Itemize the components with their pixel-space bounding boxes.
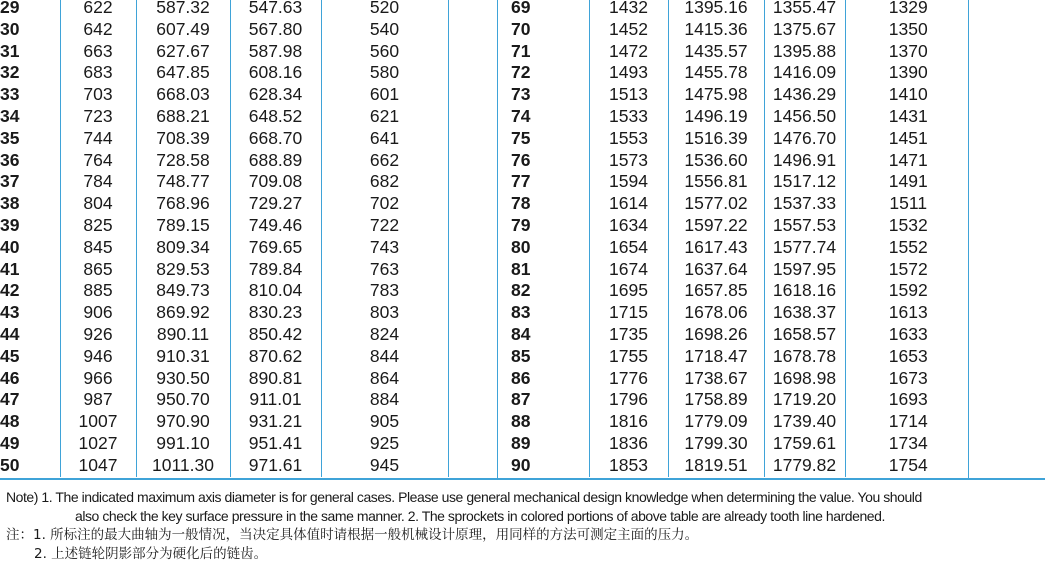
value-cell: 1653 <box>845 346 971 368</box>
value-cell: 723 <box>60 106 136 128</box>
value-cell: 885 <box>60 280 136 302</box>
tooth-count-cell: 87 <box>511 389 531 410</box>
table-row <box>511 19 971 41</box>
tooth-count-cell: 73 <box>511 84 531 105</box>
tooth-count-cell: 29 <box>0 0 20 17</box>
value-cell: 1532 <box>845 215 971 237</box>
value-cell: 1436.29 <box>764 84 845 106</box>
tooth-count-cell: 83 <box>511 302 531 323</box>
tooth-count-cell: 37 <box>0 171 20 192</box>
value-cell: 1472 <box>589 41 668 63</box>
value-cell: 1410 <box>845 84 971 106</box>
tooth-count-cell: 86 <box>511 367 531 388</box>
value-cell: 1556.81 <box>668 171 764 193</box>
value-cell: 910.31 <box>136 346 230 368</box>
empty-cell <box>448 411 468 433</box>
value-cell: 830.23 <box>230 302 321 324</box>
value-cell: 749.46 <box>230 215 321 237</box>
value-cell: 1634 <box>589 215 668 237</box>
value-cell: 1536.60 <box>668 150 764 172</box>
value-cell: 580 <box>321 62 448 84</box>
tooth-count-cell: 34 <box>0 105 20 126</box>
value-cell: 607.49 <box>136 19 230 41</box>
value-cell: 970.90 <box>136 411 230 433</box>
empty-cell <box>448 368 468 390</box>
value-cell: 1617.43 <box>668 237 764 259</box>
value-cell: 809.34 <box>136 237 230 259</box>
table-row <box>0 368 468 390</box>
value-cell: 930.50 <box>136 368 230 390</box>
tooth-count-cell: 44 <box>0 323 20 344</box>
value-cell: 1719.20 <box>764 389 845 411</box>
table-row <box>0 19 468 41</box>
value-cell: 1698.26 <box>668 324 764 346</box>
table-row <box>0 411 468 433</box>
tooth-count-cell: 82 <box>511 280 531 301</box>
value-cell: 540 <box>321 19 448 41</box>
value-cell: 971.61 <box>230 455 321 477</box>
value-cell: 1553 <box>589 128 668 150</box>
note-chinese-line-1: 注：1. 所标注的最大曲轴为一般情况，当决定具体值时请根据一般机械设计原理，用同样的方法可测定主面的压力。 <box>6 527 699 543</box>
value-cell: 1329 <box>845 0 971 19</box>
value-cell: 608.16 <box>230 62 321 84</box>
value-cell: 804 <box>60 193 136 215</box>
table-row <box>0 455 468 477</box>
value-cell: 1007 <box>60 411 136 433</box>
value-cell: 884 <box>321 389 448 411</box>
empty-cell <box>448 84 468 106</box>
tooth-count-cell: 39 <box>0 214 20 235</box>
tooth-count-cell: 45 <box>0 345 20 366</box>
value-cell: 865 <box>60 259 136 281</box>
value-cell: 906 <box>60 302 136 324</box>
table-row <box>511 215 971 237</box>
value-cell: 1455.78 <box>668 62 764 84</box>
value-cell: 768.96 <box>136 193 230 215</box>
table-row <box>511 150 971 172</box>
value-cell: 1435.57 <box>668 41 764 63</box>
table-row <box>0 0 468 19</box>
value-cell: 628.34 <box>230 84 321 106</box>
value-cell: 864 <box>321 368 448 390</box>
table-row <box>0 324 468 346</box>
value-cell: 784 <box>60 171 136 193</box>
value-cell: 663 <box>60 41 136 63</box>
value-cell: 966 <box>60 368 136 390</box>
table-row <box>511 41 971 63</box>
left-dimension-table <box>0 0 468 477</box>
value-cell: 682 <box>321 171 448 193</box>
value-cell: 803 <box>321 302 448 324</box>
value-cell: 789.15 <box>136 215 230 237</box>
value-cell: 1618.16 <box>764 280 845 302</box>
table-row <box>511 368 971 390</box>
empty-cell <box>448 389 468 411</box>
value-cell: 1715 <box>589 302 668 324</box>
table-row <box>511 389 971 411</box>
tooth-count-cell: 74 <box>511 105 531 126</box>
value-cell: 648.52 <box>230 106 321 128</box>
value-cell: 950.70 <box>136 389 230 411</box>
tooth-count-cell: 48 <box>0 411 20 432</box>
value-cell: 1735 <box>589 324 668 346</box>
value-cell: 1375.67 <box>764 19 845 41</box>
value-cell: 688.21 <box>136 106 230 128</box>
value-cell: 683 <box>60 62 136 84</box>
value-cell: 1658.57 <box>764 324 845 346</box>
value-cell: 1513 <box>589 84 668 106</box>
value-cell: 870.62 <box>230 346 321 368</box>
tooth-count-cell: 84 <box>511 323 531 344</box>
empty-cell <box>448 280 468 302</box>
value-cell: 783 <box>321 280 448 302</box>
empty-cell <box>448 171 468 193</box>
column-divider <box>497 0 498 478</box>
value-cell: 1452 <box>589 19 668 41</box>
value-cell: 1678.78 <box>764 346 845 368</box>
table-row <box>511 84 971 106</box>
value-cell: 1577.74 <box>764 237 845 259</box>
value-cell: 1796 <box>589 389 668 411</box>
table-row <box>0 433 468 455</box>
value-cell: 1516.39 <box>668 128 764 150</box>
tooth-count-cell: 31 <box>0 40 20 61</box>
table-row <box>0 106 468 128</box>
table-row <box>0 215 468 237</box>
tooth-count-cell: 90 <box>511 454 531 475</box>
table-row <box>511 455 971 477</box>
tooth-count-cell: 36 <box>0 149 20 170</box>
value-cell: 1637.64 <box>668 259 764 281</box>
tooth-count-cell: 88 <box>511 411 531 432</box>
value-cell: 849.73 <box>136 280 230 302</box>
value-cell: 709.08 <box>230 171 321 193</box>
value-cell: 1718.47 <box>668 346 764 368</box>
right-table-body <box>511 0 971 477</box>
table-row <box>511 128 971 150</box>
value-cell: 1674 <box>589 259 668 281</box>
value-cell: 1431 <box>845 106 971 128</box>
table-bottom-rule <box>0 478 1045 480</box>
value-cell: 560 <box>321 41 448 63</box>
value-cell: 1594 <box>589 171 668 193</box>
value-cell: 1614 <box>589 193 668 215</box>
tooth-count-cell: 75 <box>511 127 531 148</box>
value-cell: 769.65 <box>230 237 321 259</box>
note-english-line-2: also check the key surface pressure in the same manner. 2. The sprockets in colored portions of above table are already tooth line hardened. <box>75 508 885 524</box>
tooth-count-cell: 81 <box>511 258 531 279</box>
value-cell: 763 <box>321 259 448 281</box>
tooth-count-cell: 50 <box>0 454 20 475</box>
value-cell: 1613 <box>845 302 971 324</box>
value-cell: 1493 <box>589 62 668 84</box>
value-cell: 1738.67 <box>668 368 764 390</box>
value-cell: 668.70 <box>230 128 321 150</box>
table-row <box>511 433 971 455</box>
value-cell: 1395.88 <box>764 41 845 63</box>
value-cell: 708.39 <box>136 128 230 150</box>
value-cell: 946 <box>60 346 136 368</box>
table-row <box>0 346 468 368</box>
tooth-count-cell: 30 <box>0 18 20 39</box>
value-cell: 987 <box>60 389 136 411</box>
note-english-line-1: Note) 1. The indicated maximum axis diameter is for general cases. Please use general mechanical design knowledge when determining the value. You should <box>6 489 922 505</box>
value-cell: 829.53 <box>136 259 230 281</box>
value-cell: 1537.33 <box>764 193 845 215</box>
table-row <box>511 346 971 368</box>
value-cell: 824 <box>321 324 448 346</box>
value-cell: 1415.36 <box>668 19 764 41</box>
empty-cell <box>448 302 468 324</box>
table-row <box>0 280 468 302</box>
tooth-count-cell: 33 <box>0 84 20 105</box>
tooth-count-cell: 70 <box>511 18 531 39</box>
table-row <box>511 302 971 324</box>
value-cell: 810.04 <box>230 280 321 302</box>
value-cell: 1476.70 <box>764 128 845 150</box>
value-cell: 1836 <box>589 433 668 455</box>
value-cell: 627.67 <box>136 41 230 63</box>
value-cell: 601 <box>321 84 448 106</box>
empty-cell <box>448 41 468 63</box>
tooth-count-cell: 46 <box>0 367 20 388</box>
table-row <box>0 150 468 172</box>
value-cell: 641 <box>321 128 448 150</box>
value-cell: 1592 <box>845 280 971 302</box>
value-cell: 925 <box>321 433 448 455</box>
tooth-count-cell: 85 <box>511 345 531 366</box>
value-cell: 743 <box>321 237 448 259</box>
value-cell: 890.11 <box>136 324 230 346</box>
note-chinese-line-2: 2. 上述链轮阴影部分为硬化后的链齿。 <box>34 546 268 562</box>
value-cell: 1511 <box>845 193 971 215</box>
value-cell: 1456.50 <box>764 106 845 128</box>
table-row <box>0 259 468 281</box>
value-cell: 1714 <box>845 411 971 433</box>
value-cell: 1471 <box>845 150 971 172</box>
tooth-count-cell: 40 <box>0 236 20 257</box>
value-cell: 789.84 <box>230 259 321 281</box>
value-cell: 729.27 <box>230 193 321 215</box>
tooth-count-cell: 47 <box>0 389 20 410</box>
table-row <box>0 193 468 215</box>
value-cell: 703 <box>60 84 136 106</box>
value-cell: 1572 <box>845 259 971 281</box>
value-cell: 1695 <box>589 280 668 302</box>
table-row <box>0 237 468 259</box>
empty-cell <box>448 324 468 346</box>
value-cell: 1853 <box>589 455 668 477</box>
tooth-count-cell: 77 <box>511 171 531 192</box>
table-row <box>511 0 971 19</box>
value-cell: 945 <box>321 455 448 477</box>
value-cell: 845 <box>60 237 136 259</box>
value-cell: 728.58 <box>136 150 230 172</box>
value-cell: 1758.89 <box>668 389 764 411</box>
table-row <box>0 41 468 63</box>
value-cell: 1577.02 <box>668 193 764 215</box>
table-row <box>511 193 971 215</box>
table-row <box>0 128 468 150</box>
tooth-count-cell: 42 <box>0 280 20 301</box>
table-row <box>511 280 971 302</box>
value-cell: 1390 <box>845 62 971 84</box>
tooth-count-cell: 38 <box>0 193 20 214</box>
value-cell: 1047 <box>60 455 136 477</box>
value-cell: 621 <box>321 106 448 128</box>
left-table-body <box>0 0 468 477</box>
empty-cell <box>448 193 468 215</box>
value-cell: 1779.09 <box>668 411 764 433</box>
value-cell: 1776 <box>589 368 668 390</box>
value-cell: 1395.16 <box>668 0 764 19</box>
value-cell: 1633 <box>845 324 971 346</box>
table-row <box>511 171 971 193</box>
value-cell: 567.80 <box>230 19 321 41</box>
value-cell: 1517.12 <box>764 171 845 193</box>
value-cell: 1819.51 <box>668 455 764 477</box>
value-cell: 1011.30 <box>136 455 230 477</box>
value-cell: 1754 <box>845 455 971 477</box>
value-cell: 764 <box>60 150 136 172</box>
tooth-count-cell: 78 <box>511 193 531 214</box>
value-cell: 1755 <box>589 346 668 368</box>
value-cell: 622 <box>60 0 136 19</box>
value-cell: 520 <box>321 0 448 19</box>
value-cell: 587.98 <box>230 41 321 63</box>
value-cell: 668.03 <box>136 84 230 106</box>
tooth-count-cell: 76 <box>511 149 531 170</box>
tooth-count-cell: 32 <box>0 62 20 83</box>
right-dimension-table <box>511 0 971 477</box>
value-cell: 1496.91 <box>764 150 845 172</box>
value-cell: 1698.98 <box>764 368 845 390</box>
tooth-count-cell: 41 <box>0 258 20 279</box>
value-cell: 1673 <box>845 368 971 390</box>
notes-section <box>6 488 1041 564</box>
empty-cell <box>448 215 468 237</box>
value-cell: 1734 <box>845 433 971 455</box>
empty-cell <box>448 0 468 19</box>
value-cell: 662 <box>321 150 448 172</box>
value-cell: 991.10 <box>136 433 230 455</box>
table-row <box>511 106 971 128</box>
tooth-count-cell: 35 <box>0 127 20 148</box>
table-row <box>0 389 468 411</box>
value-cell: 1451 <box>845 128 971 150</box>
value-cell: 1432 <box>589 0 668 19</box>
value-cell: 1693 <box>845 389 971 411</box>
value-cell: 869.92 <box>136 302 230 324</box>
empty-cell <box>448 150 468 172</box>
tooth-count-cell: 89 <box>511 432 531 453</box>
value-cell: 748.77 <box>136 171 230 193</box>
value-cell: 1552 <box>845 237 971 259</box>
tooth-count-cell: 71 <box>511 40 531 61</box>
value-cell: 1475.98 <box>668 84 764 106</box>
value-cell: 1557.53 <box>764 215 845 237</box>
tooth-count-cell: 49 <box>0 432 20 453</box>
table-row <box>511 411 971 433</box>
value-cell: 951.41 <box>230 433 321 455</box>
value-cell: 744 <box>60 128 136 150</box>
empty-cell <box>448 128 468 150</box>
value-cell: 722 <box>321 215 448 237</box>
value-cell: 688.89 <box>230 150 321 172</box>
table-row <box>0 62 468 84</box>
empty-cell <box>448 62 468 84</box>
value-cell: 647.85 <box>136 62 230 84</box>
value-cell: 1533 <box>589 106 668 128</box>
value-cell: 1491 <box>845 171 971 193</box>
value-cell: 1573 <box>589 150 668 172</box>
value-cell: 1370 <box>845 41 971 63</box>
table-right-border <box>968 0 969 478</box>
value-cell: 1355.47 <box>764 0 845 19</box>
tooth-count-cell: 43 <box>0 302 20 323</box>
value-cell: 1739.40 <box>764 411 845 433</box>
table-row <box>0 302 468 324</box>
value-cell: 1597.95 <box>764 259 845 281</box>
value-cell: 587.32 <box>136 0 230 19</box>
value-cell: 844 <box>321 346 448 368</box>
value-cell: 1654 <box>589 237 668 259</box>
value-cell: 1779.82 <box>764 455 845 477</box>
value-cell: 931.21 <box>230 411 321 433</box>
value-cell: 1657.85 <box>668 280 764 302</box>
value-cell: 1816 <box>589 411 668 433</box>
value-cell: 905 <box>321 411 448 433</box>
value-cell: 890.81 <box>230 368 321 390</box>
table-row <box>511 237 971 259</box>
table-row <box>511 259 971 281</box>
value-cell: 702 <box>321 193 448 215</box>
tooth-count-cell: 79 <box>511 214 531 235</box>
tooth-count-cell: 69 <box>511 0 531 17</box>
empty-cell <box>448 237 468 259</box>
value-cell: 911.01 <box>230 389 321 411</box>
empty-cell <box>448 346 468 368</box>
table-row <box>511 62 971 84</box>
empty-cell <box>448 19 468 41</box>
empty-cell <box>448 433 468 455</box>
value-cell: 850.42 <box>230 324 321 346</box>
value-cell: 642 <box>60 19 136 41</box>
value-cell: 1638.37 <box>764 302 845 324</box>
value-cell: 1799.30 <box>668 433 764 455</box>
value-cell: 1027 <box>60 433 136 455</box>
table-row <box>511 324 971 346</box>
value-cell: 1597.22 <box>668 215 764 237</box>
empty-cell <box>448 106 468 128</box>
value-cell: 547.63 <box>230 0 321 19</box>
table-row <box>0 84 468 106</box>
empty-cell <box>448 259 468 281</box>
value-cell: 825 <box>60 215 136 237</box>
value-cell: 1416.09 <box>764 62 845 84</box>
tooth-count-cell: 80 <box>511 236 531 257</box>
table-row <box>0 171 468 193</box>
value-cell: 1759.61 <box>764 433 845 455</box>
value-cell: 926 <box>60 324 136 346</box>
tooth-count-cell: 72 <box>511 62 531 83</box>
value-cell: 1350 <box>845 19 971 41</box>
empty-cell <box>448 455 468 477</box>
value-cell: 1496.19 <box>668 106 764 128</box>
value-cell: 1678.06 <box>668 302 764 324</box>
